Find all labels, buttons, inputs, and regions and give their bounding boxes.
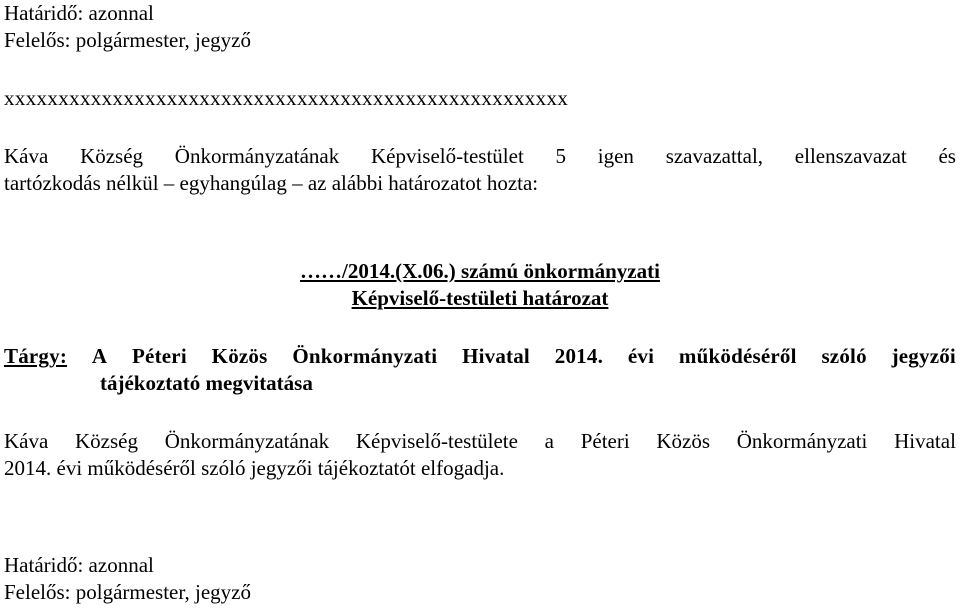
resolution-number-text: ……/2014.(X.06.) számú önkormányzati	[300, 259, 660, 283]
decision-line-2: 2014. évi működéséről szóló jegyzői tájékoztatót elfogadja.	[4, 456, 505, 480]
decision-paragraph	[4, 428, 956, 482]
vote-word: ellenszavazat	[794, 144, 907, 168]
decision-word: Káva	[4, 429, 49, 453]
subject-line-1	[4, 343, 956, 370]
separator-line: xxxxxxxxxxxxxxxxxxxxxxxxxxxxxxxxxxxxxxxxxxxxxxxxxxxx	[4, 86, 569, 110]
subject-word: szóló	[821, 344, 867, 368]
bottom-responsible: Felelős: polgármester, jegyző	[4, 580, 252, 604]
vote-word: és	[938, 144, 956, 168]
vote-word: igen	[597, 144, 634, 168]
subject-word: A	[91, 344, 108, 368]
subject-word: Hivatal	[462, 344, 530, 368]
resolution-title-text: Képviselő-testületi határozat	[351, 286, 609, 310]
vote-word: Képviselő-testület	[370, 144, 524, 168]
top-responsible: Felelős: polgármester, jegyző	[4, 28, 252, 52]
vote-word: Község	[80, 144, 144, 168]
subject-word: jegyzői	[891, 344, 956, 368]
subject-line-2: tájékoztató megvitatása	[100, 371, 313, 395]
subject-word: Önkormányzati	[292, 344, 438, 368]
vote-word: 5	[555, 144, 567, 168]
resolution-title	[4, 285, 956, 312]
decision-word: Péteri	[580, 429, 630, 453]
vote-word: Káva	[4, 144, 49, 168]
subject-word: évi	[627, 344, 655, 368]
subject-word: működéséről	[678, 344, 797, 368]
decision-word: Önkormányzatának	[164, 429, 330, 453]
decision-word: Hivatal	[894, 429, 956, 453]
vote-word: Önkormányzatának	[174, 144, 340, 168]
decision-word: Önkormányzati	[736, 429, 868, 453]
decision-word: Közös	[656, 429, 711, 453]
subject-word: Péteri	[132, 344, 187, 368]
vote-paragraph	[4, 143, 956, 197]
bottom-deadline: Határidő: azonnal	[4, 553, 154, 577]
decision-line-1	[4, 428, 956, 455]
vote-line-2: tartózkodás nélkül – egyhangúlag – az alábbi határozatot hozta:	[4, 171, 539, 195]
subject-label: Tárgy:	[4, 344, 68, 368]
decision-word: a	[544, 429, 554, 453]
vote-line-1	[4, 143, 956, 170]
subject-word: 2014.	[554, 344, 604, 368]
decision-word: Képviselő-testülete	[355, 429, 518, 453]
subject-word: Közös	[211, 344, 268, 368]
vote-word: szavazattal,	[665, 144, 764, 168]
resolution-number	[4, 258, 956, 285]
decision-word: Község	[75, 429, 138, 453]
top-deadline: Határidő: azonnal	[4, 1, 154, 25]
